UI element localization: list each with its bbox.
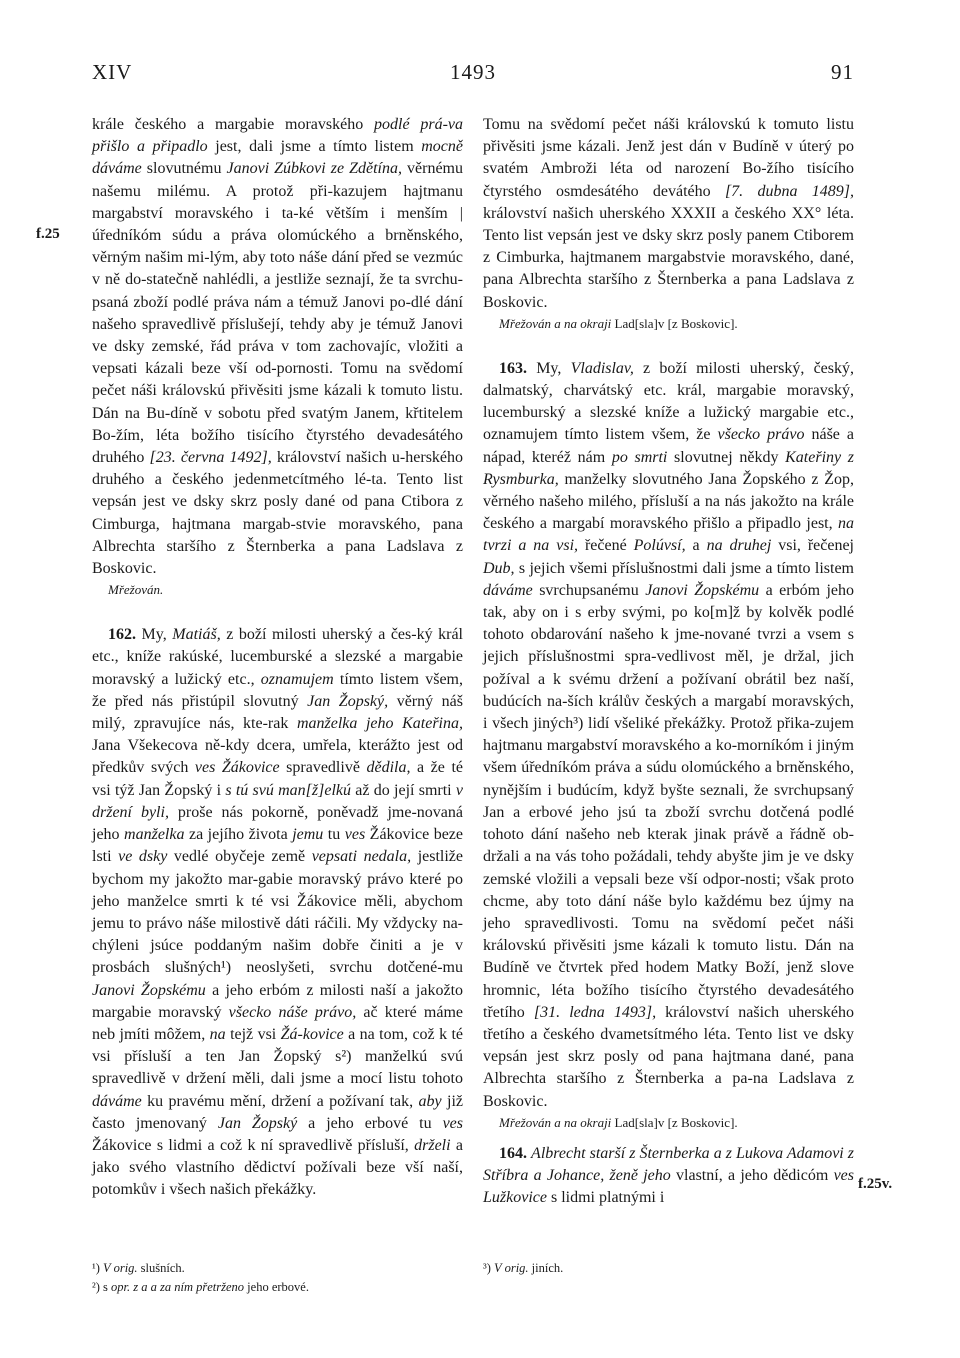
running-header [92, 60, 854, 90]
footnote-3: ³) V orig. jiních. [483, 1261, 564, 1275]
paragraph-continued: Tomu na svědomí pečet náši královskú k tomuto listu přivěsiti jsme kázali. Jenž jest dán v Budíně v úterý po svatém Ambroži léta od narození Bo-žího tisícího čtyrstého osmdesátého devátého [7. dubna 1489], království našich uherského XXXII a českého XX° léta. Tento list vepsán jest ve dsky skrz posly panem Ctiborem z Cimburka, hajtmanem margabstvie moravského, dané, pana Albrechta staršího z Šternberka a pana Ladslava z Boskovic. [483, 116, 855, 311]
entry-number: 163. [499, 359, 527, 377]
paragraph-continued: krále českého a margabie moravského podlé prá-va přišlo a připadlo jest, dali jsme a tímto listem mocně dáváme slovutnému Janovi Zúbkovi ze Zdětína, věrnému našemu milému. A protož při-kazujem hajtmanu margabství moravského i ta-ké větším i menším | úředníkóm súdu a práva olomúckého a brněnského, věrným našim mi-lým, aby toto náše dání před se vezmúc v ně do-statečně nahlédli, a jestliže seznají, že ta svrchu-psaná zboží podlé práva nám a témuž Janovi po-dlé dání našeho spravedlivě příslušejí, tehdy aby je témuž Janovi ve dsky zemské, řád práva v tom zachovajíc, vložiti a vepsati kázali beze vší od-pornosti. Tomu na svědomí pečet náši královskú přivěsiti jsme kázali k tomuto listu. Dán na Bu-díně v sobotu před svatým Janem, křtitelem Bo-žím, léta božího tisícího čtyrstého devadesátého druhého [23. června 1492], království našich u-herského druhého a českého jedenmetcítmého lé-ta. Tento list vepsán jest ve dsky skrz posly dané od pana Ctibora z Cimburga, hajtmana margab-stvie moravského, pana Albrechta staršího z Šternberka a pana Ladslava z Boskovic. [92, 116, 464, 578]
editorial-note: Mřežován. [108, 582, 164, 598]
folio-marker-right: f.25v. [858, 1176, 893, 1192]
header-chapter-numeral: XIV [92, 60, 133, 84]
footnote-1: ¹) V orig. slušních. [92, 1261, 185, 1275]
header-page-number: 91 [831, 60, 854, 84]
left-column [92, 114, 463, 1202]
header-year: 1493 [450, 60, 496, 84]
footnote-2: ²) s opr. z a a za ním přetrženo jeho erbové. [92, 1280, 309, 1294]
right-column [483, 114, 854, 1209]
entry-163: 163. My, Vladislav, z boží milosti uherský, český, dalmatský, charvátský etc. král, margabie moravský, lucemburský a slezské kníže a lužický margabie etc., oznamujem tímto listem všem, že všecko právo náše a nápad, kteréž nám po smrti slovutnej někdy Kateřiny z Rysmburka, manželky slovutného Jana Žopského z Žop, věrného našeho milého, přísluší a na nás jakožto na krále českého a margabí moravského přišlo a připadlo jest, na tvrzi a na vsi, řečené Polúvsí, a na druhej vsi, řečenej Dub, s jejich všemi příslušnostmi dali jsme a tímto listem dáváme svrchupsanému Janovi Žopskému a erbóm jeho tak, aby on i s erby svými, po ko[m]ž by kolvěk podlé tohoto obdarování našeho k jme-nované tvrzi a vsem s jejich příslušnostmi spra-vedlivost měl, je držal, jich požíval a k svému držení a požívaní obrátil bez naší, budúcích na-ších králův českých a margabí moravských, i všech jiných³) lidí všeliké překážky. Protož přika-zujem hajtmanu margabství moravského a ko-morníkóm i jiným všem úředníkóm práva a súdu olomúckého a brněnského, nynějším i budúcím, když byšte seznali, že svrchupsaný Jan a erbové jeho jsú ta zboží svrchu dotčená podlé tohoto dání našeho neb kterak jinak právě a řádně ob-držali a na vás toho požádali, tehdy abyšte jim je ve dsky zemské vložili a vepsali beze vší odpor-nosti; však proto chcme, aby toto dání náše bylo každému bez újmy na jeho spravedlivosti. Tomu na svědomí pečet náši královskú přivěsiti jsme kázali k tomuto listu. Dán na Budíně ve čtvrtek před hodem Matky Boží, jenž slove hromnic, léta božího tisícího čtyrstého devadesátého třetího [31. ledna 1493], království našich uherského třetího a českého dvametsítmého léta. Tento list ve dsky vepsán jest skrz posly od pana hajtmana dané, pana Albrechta staršího z Šternberka a pa-na Ladslava z Boskovic. [483, 359, 855, 1110]
footnotes-right [483, 1259, 854, 1278]
entry-164: 164. Albrecht starší z Šternberka a z Lukova Adamovi z Stříbra a Johance, ženě jeho vlastní, a jeho dědicóm ves Lužkovice s lidmi platnými i [483, 1144, 855, 1207]
editorial-note: Mřežován a na okraji Lad[sla]v [z Boskovic]. [499, 1114, 738, 1130]
footnotes-left [92, 1259, 463, 1297]
entry-162: 162. My, Matiáš, z boží milosti uherský a čes-ký král etc., kníže rakúské, lucemburské a slezské a margabie moravský a lužický etc., oznamujem tímto listem všem, že před nás přistúpil slovutný Jan Žopský, věrný náš milý, zpravujíce nás, kte-rak manželka jeho Kateřina, Jana Všekecova ně-kdy dcera, umřela, kterážto jest od předkův svých ves Žákovice spravedlivě dědila, a že té vsi týž Jan Žopský i s tú svú man[ž]elkú až do její smrti v držení byli, proše nás pokorně, poněvadž jme-novaná jeho manželka za jejího života jemu tu ves Žákovice beze lsti ve dsky vedlé obyčeje země vepsati nedala, jestliže bychom my jakožto mar-gabie moravský právo které po jeho manželce smrti k té vsi Žákovice měli, abychom jemu to právo náše milostivě dáti ráčili. My vždycky na-chýleni jsúce poddaným našim dobře činiti a je v prosbách slušných¹) neoslyšeti, svrchu dotčené-mu Janovi Žopskému a jeho erbóm z milosti naší a jakožto margabie moravský všecko náše právo, ač které máme neb jmíti môžem, na tejž vsi Žá-kovice a na tom, což k té vsi přísluší a ten Jan Žopský s²) manželkú svú spravedlivě v držení měli, dali jsme a mocí listu tohoto dáváme ku pravému mění, držení a požívaní tak, aby již často jmenovaný Jan Žopský a jeho erbové tu ves Žákovice s lidmi a což k ní spravedlivě přísluší, drželi a jako svého vlastního dědictví požívali beze vší naší, potomkův i všech našich překážky. [92, 626, 464, 1199]
entry-number: 164. [499, 1144, 527, 1162]
editorial-note: Mřežován a na okraji Lad[sla]v [z Boskovic]. [499, 315, 738, 331]
entry-number: 162. [108, 626, 136, 644]
folio-marker-left: f.25 [36, 226, 60, 242]
